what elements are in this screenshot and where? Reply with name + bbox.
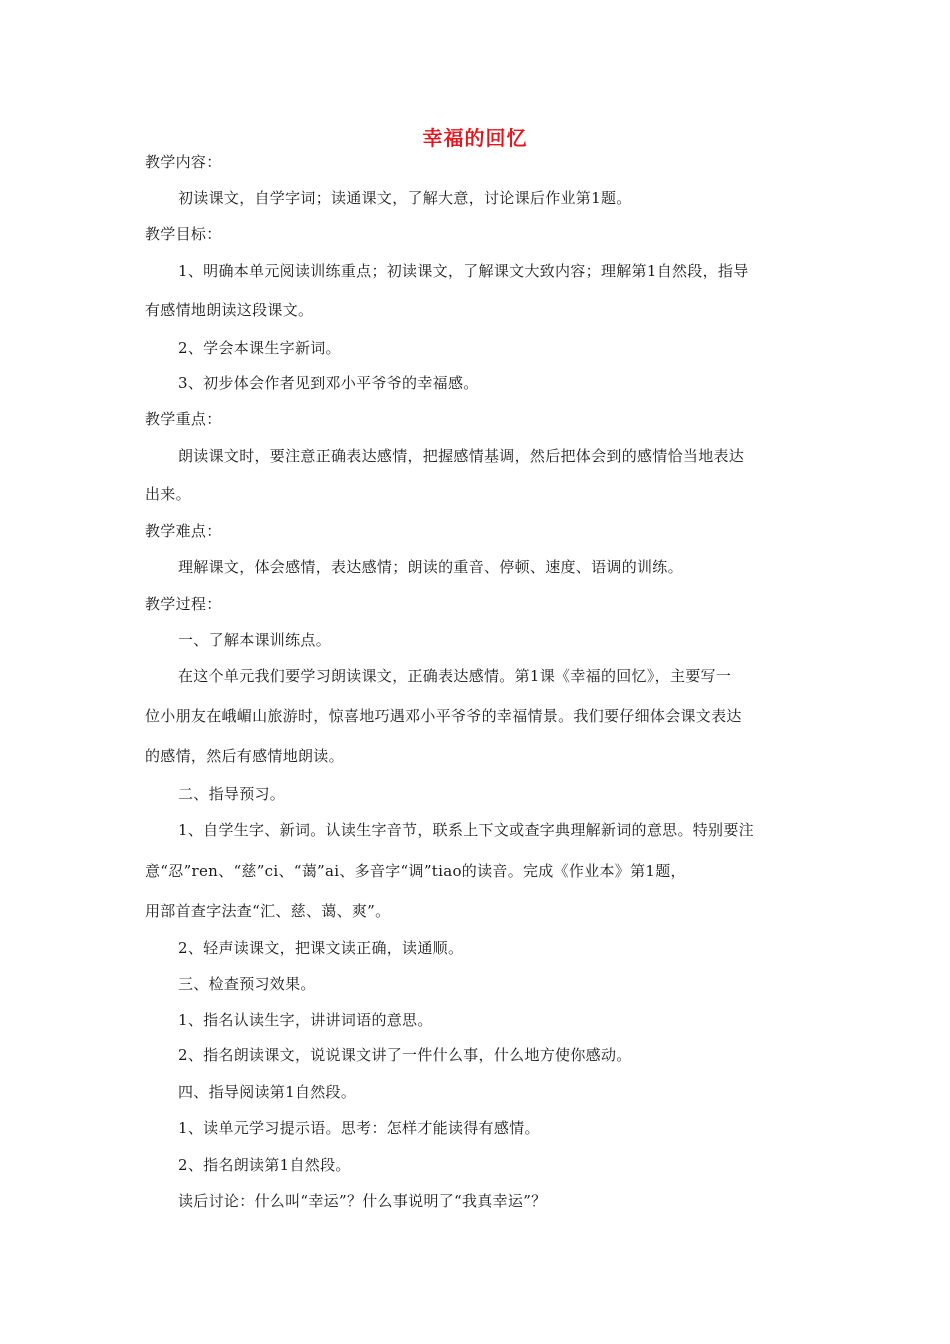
paragraph-line: 在这个单元我们要学习朗读课文，正确表达感情。第1课《幸福的回忆》，主要写一	[178, 667, 732, 685]
paragraph-line: 1、指名认读生字，讲讲词语的意思。	[178, 1011, 433, 1029]
section-heading: 教学重点：	[145, 410, 222, 428]
section-heading: 教学过程：	[145, 595, 222, 613]
paragraph-line: 理解课文，体会感情，表达感情；朗读的重音、停顿、速度、语调的训练。	[178, 558, 683, 576]
paragraph-line: 1、自学生字、新词。认读生字音节，联系上下文或查字典理解新词的意思。特别要注	[178, 821, 754, 839]
paragraph-line: 2、学会本课生字新词。	[178, 339, 341, 357]
paragraph-line: 2、轻声读课文，把课文读正确，读通顺。	[178, 939, 464, 957]
paragraph-line: 读后讨论：什么叫“幸运”？什么事说明了“我真幸运”？	[178, 1192, 547, 1210]
document-title: 幸福的回忆	[422, 126, 528, 150]
paragraph-line: 四、指导阅读第1自然段。	[178, 1083, 357, 1101]
section-heading: 教学目标：	[145, 225, 222, 243]
paragraph-continuation: 位小朋友在峨嵋山旅游时，惊喜地巧遇邓小平爷爷的幸福情景。我们要仔细体会课文表达	[145, 707, 742, 725]
paragraph-line: 二、指导预习。	[178, 785, 286, 803]
paragraph-line: 初读课文，自学字词；读通课文，了解大意，讨论课后作业第1题。	[178, 189, 632, 207]
paragraph-line: 1、明确本单元阅读训练重点；初读课文，了解课文大致内容；理解第1自然段，指导	[178, 262, 749, 280]
paragraph-line: 1、读单元学习提示语。思考：怎样才能读得有感情。	[178, 1119, 540, 1137]
paragraph-line: 2、指名朗读第1自然段。	[178, 1156, 351, 1174]
paragraph-continuation: 出来。	[145, 485, 191, 503]
paragraph-continuation: 有感情地朗读这段课文。	[145, 301, 314, 319]
section-heading: 教学内容：	[145, 153, 222, 171]
paragraph-continuation: 意“忍”ren、“慈”ci、“蔼”ai、多音字“调”tiao的读音。完成《作业本》第1题，	[145, 862, 686, 880]
paragraph-line: 2、指名朗读课文，说说课文讲了一件什么事，什么地方使你感动。	[178, 1046, 632, 1064]
paragraph-line: 3、初步体会作者见到邓小平爷爷的幸福感。	[178, 374, 479, 392]
paragraph-continuation: 用部首查字法查“汇、慈、蔼、爽”。	[145, 902, 391, 920]
paragraph-line: 一、了解本课训练点。	[178, 631, 332, 649]
section-heading: 教学难点：	[145, 522, 222, 540]
paragraph-continuation: 的感情，然后有感情地朗读。	[145, 747, 344, 765]
paragraph-line: 朗读课文时，要注意正确表达感情，把握感情基调，然后把体会到的感情恰当地表达	[178, 447, 745, 465]
paragraph-line: 三、检查预习效果。	[178, 975, 316, 993]
